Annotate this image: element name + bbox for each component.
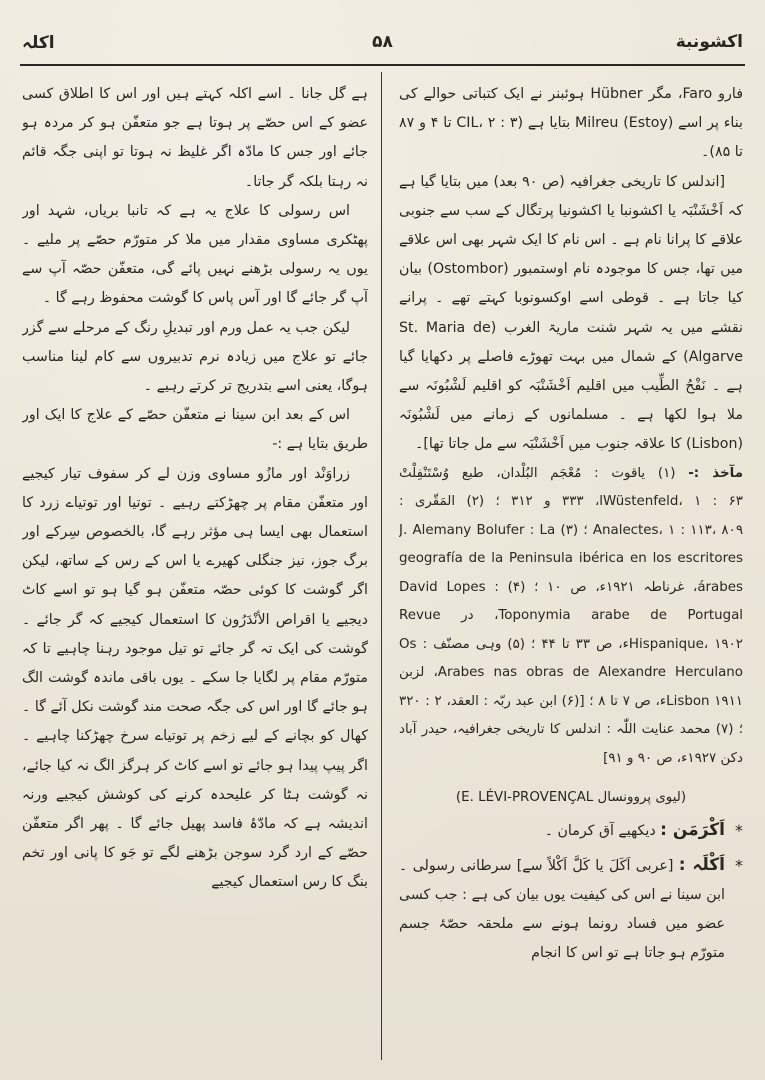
- running-title-right: اکشونبة: [675, 32, 743, 52]
- right-column: [399, 80, 743, 1064]
- paragraph: زراوَنْد اور مازُو مساوی وزن لے کر سفوف تیار کیجیے اور متعفّن مقام پر چھڑکتے رہیے ۔ توتیا اور توتیاے زرد کا استعمال بھی ایسا ہی مؤثر رہے گا، بالخصوص سِرکے اور برگ جوز، نیز جنگلی کھیرے یا اس کے رس کے ساتھ، لیکن اگر گوشت کا کوئی حصّہ متعفّن ہو گیا ہو تو اسے کاٹ دیجیے یا اقراص الأنْدَرُون کا استعمال کیجیے کہ گر جائے ۔ گوشت کی ایک تہ گر جائے تو تیل موجود رہنا چاہیے تا کہ متورّم مقام پر لگایا جا سکے ۔ یوں باقی ماندہ گوشت الگ ہو جائے گا اور اس کی جگہ صحت مند گوشت نکل آئے گا ۔ کھال کو بچانے کے لیے زخم پر توتیاے سرخ چھڑکنا چاہیے ۔ اگر پیپ پیدا ہو جائے تو اسے کاٹ کر ہرگز الگ نہ کیا جائے، نہ گوشت ہٹا کر علیحدہ کرنے کی کوشش کیجیے ورنہ اندیشہ ہے کہ مادّۂ فاسد پھیل جائے گا ۔ پھر اگر متعفّن حصّے کے ارد گرد سوجن بڑھنے لگے تو جَو کا پانی اور تخم بنگ کا رس استعمال کیجیے: [22, 465, 368, 891]
- header-rule: [20, 64, 745, 66]
- paragraph: اس رسولی کا علاج یہ ہے کہ تانبا بریاں، شہد اور پھٹکری مساوی مقدار میں ملا کر متورّم حصّے پر ملیے ۔ یوں یہ رسولی بڑھنے نہیں پائے گی، متعفّن حصّہ آپ سے آپ گر جائے گا اور آس پاس کا گوشت محفوظ رہے گا ۔: [22, 202, 368, 307]
- running-title-left: اکلہ: [22, 33, 55, 53]
- sources-list: (۱) یاقوت : مُعْجَم البُلْدان، طبع وُسْتَنْفِلْتْ Wüstenfeld، ۱ : ۶۳ا، ۳۳۳ و ۳۱۲ ؛ (۲) المَقّری : Analectes، ۱ : ۱۱۳، ۸۰۹ ؛ (۳) J. Alemany Bolufer : La geografía de la Peninsula ibérica en los escritores árabes، غرناطہ ۱۹۲۱ء، ص ۱۰ ؛ (۴) David Lopes : Toponymia arabe de Portugal، در Revue Hispanique، ۱۹۰۲ء، ص ۳۳ تا ۴۴ ؛ (۵) وہی مصنّف : Os Arabes nas obras de Alexandre Herculano، لزبن Lisbon ۱۹۱۱ء، ص ۷ تا ۸ ؛ [(۶) ابن عبد ربّہ : العقد، ۲ : ۳۲۰ ؛ (۷) محمد عنایت اللّٰہ : اندلس کا تاریخی جغرافیہ، حیدر آباد دکن ۱۹۲۷ء، ص ۹۰ و ۹۱]: [399, 465, 743, 766]
- entry-akraman: [399, 816, 743, 846]
- author-attribution: (لیوی پروونسال E. LÉVI-PROVENÇAL): [455, 790, 687, 806]
- entry-headword: اَکْلَہ :: [678, 854, 725, 875]
- column-divider: [381, 72, 382, 1060]
- paragraph: اس کے بعد ابن سینا نے متعفّن حصّے کے علاج کا ایک اور طریق بتایا ہے :-: [22, 407, 368, 453]
- entry-headword: اَکْرَمَن :: [660, 820, 725, 841]
- entry-akla: [399, 851, 743, 969]
- entry-marker: *: [735, 855, 743, 875]
- paragraph: فارو Faro، مگر Hübner ہوئبنر نے ایک کتباتی حوالے کی بناء پر اسے Milreu (Estoy) بتایا ہے (CIL، ۲ : ۳ تا ۴ و ۸۷ تا ۸۵)۔: [399, 86, 743, 161]
- entry-marker: *: [735, 821, 743, 841]
- entry-text: دیکھیے آق کرمان ۔: [544, 823, 656, 840]
- paragraph: ہے گل جانا ۔ اسے اکلہ کہتے ہیں اور اس کا اطلاق کسی عضو کے اس حصّے پر ہوتا ہے جو متعفّن ہو کر مردہ ہو جائے اور جس کا مادّہ اگر غلیظ نہ ہوتا تو اپنی جگہ قائم نہ رہتا بلکہ گر جاتا۔: [22, 86, 368, 190]
- paragraph: لیکن جب یہ عمل ورم اور تبدیلِ رنگ کے مرحلے سے گزر جائے تو علاج میں زیادہ نرم تدبیروں سے کام لینا مناسب ہوگا، یعنی اسے بتدریج تر کرتے رہیے ۔: [22, 319, 368, 395]
- sources-label: مآخذ :-: [688, 465, 743, 481]
- entry-text: [عربی اَکَلَ یا کَلَّ اَکْلاً سے] سرطانی رسولی ۔ ابن سینا نے اس کی کیفیت یوں بیان کی ہے : جب کسی عضو میں فساد رونما ہونے سے ملحقہ حصّۂ جسم متورّم ہو جاتا ہے تو اس کا انجام: [399, 857, 725, 962]
- page-number: ۵۸: [372, 32, 393, 52]
- left-column: [22, 80, 368, 1064]
- paragraph: [اندلس کا تاریخی جغرافیہ (ص ۹۰ بعد) میں بتایا گیا ہے کہ اَخْشَنْبَہ یا اکشونبا یا اکشونیا پرتگال کے سب سے جنوبی علاقے کا پرانا نام ہے ۔ اس نام کا ایک شہر بھی اس علاقے میں تھا، جس کا موجودہ نام اوستمبور (Ostombor) بیان کیا جاتا ہے ۔ قوطی اسے اوکسونوبا کہتے تھے ۔ پرانے نقشے میں یہ شہر شنت ماریۃ الغرب (St. Maria de Algarve) کے شمال میں بہت تھوڑے فاصلے پر دکھایا گیا ہے ۔ نَفْحُ الطِّیب میں اقلیم اَخْشَنْبَہ کو اقلیم لَشْبُونَہ سے ملا ہوا لکھا ہے ۔ مسلمانوں کے زمانے میں لَشْبُونَہ (Lisbon) کا علاقہ جنوب میں اَخْشَنْبَہ سے مل جاتا تھا]۔: [399, 173, 743, 453]
- sources-block: [399, 460, 743, 774]
- page-header: [22, 32, 743, 58]
